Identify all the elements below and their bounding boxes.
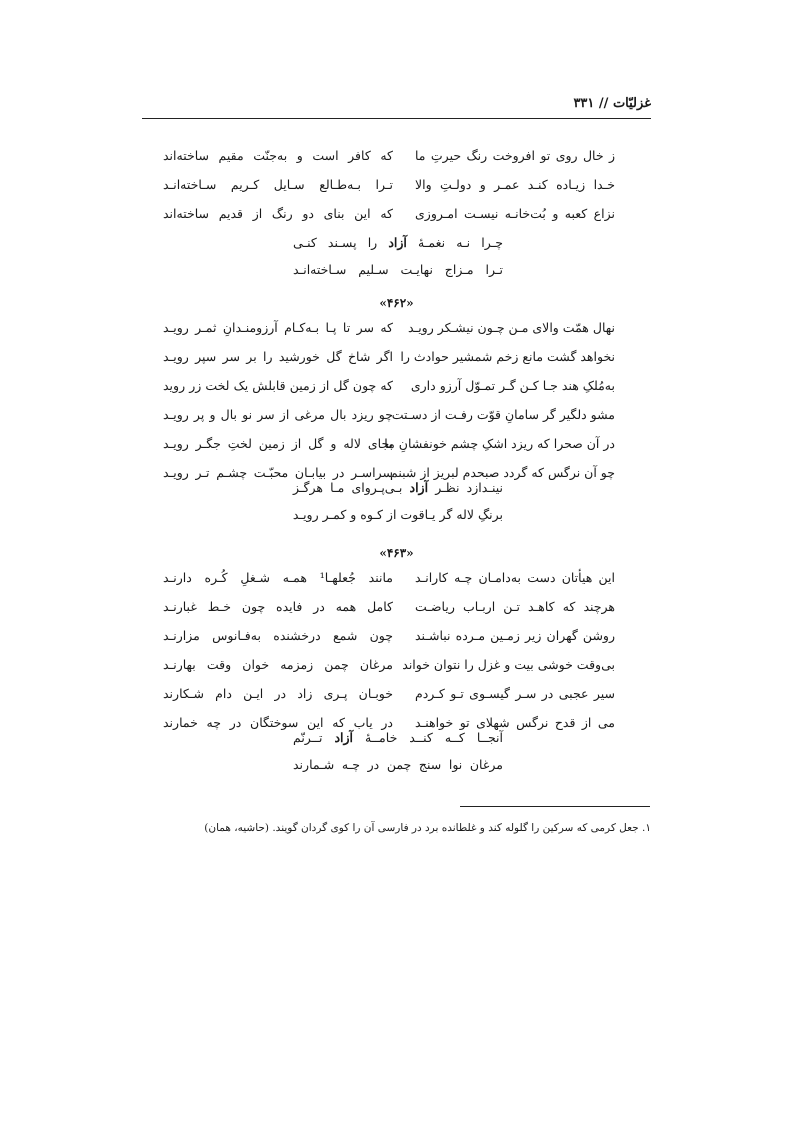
hemistich-second: سراسـر در بیابـان محبّـت چشـم تـر رویـد: [163, 465, 393, 480]
header-title: غزلیّات // ۳۳۱: [573, 96, 651, 111]
hemistich-first: خـدا زیـاده کنـد عمـر و دولـتِ والا: [415, 177, 615, 192]
couplet: [0, 320, 793, 349]
closing-line-1: نینـدازد نظـر آزاد بـی‌پـروای مـا هرگـز: [293, 480, 503, 495]
hemistich-second: چو ریزد بال مرغی از سر نو بال و پر رویـد: [163, 407, 393, 422]
hemistich-first: روشن گهران زیر زمـین مـرده نباشـند: [415, 628, 615, 643]
footnote: ۱. جعل کرمی که سرکین را گلوله کند و غلطانده برد در فارسی آن را کوی گردان گویند. (حاشیه، همان): [204, 822, 651, 834]
hemistich-first: ز خال روی تو افروخت رنگ حیرتِ ما: [415, 148, 615, 163]
hemistich-first: نخواهد گشت مانع زخم شمشیر حوادث را: [400, 349, 615, 364]
hemistich-second: که چون گل از زمین قابلش یک لخت زر روید: [163, 378, 393, 393]
closing-line-2: برنگِ لاله گر یـاقوت از کـوه و کمـر رویـد: [292, 507, 503, 522]
hemistich-first: بی‌وقت خوشی بیت و غزل را نتوان خواند: [402, 657, 615, 672]
hemistich-first: به‌مُلکِ هند جـا کـن گـر تمـوّل آرزو داری: [410, 378, 615, 393]
hemistich-first: سیر عجبی در سـر گیسـوی تـو کـردم: [415, 686, 615, 701]
hemistich-second: که سر تا پـا بـه‌کـام آرزومنـدانِ ثمـر رویـد: [163, 320, 393, 335]
closing-line-1: چـرا نـه نغمـهٔ آزاد را پسـند کنـی: [293, 235, 504, 250]
ghazal-number: «۴۶۲»: [379, 296, 414, 310]
hemistich-first: در آن صحرا که ریزد اشکِ چشم خونفشانِ ما: [384, 436, 615, 451]
hemistich-second: که کافر است و به‌جنّت مقیم ساخته‌اند: [163, 148, 393, 163]
couplet: [0, 686, 793, 715]
hemistich-first: چو آن نرگس که گردد صبحدم لبریز از شبنم: [390, 465, 615, 480]
couplet: [0, 148, 793, 177]
hemistich-first: نهال همّت والای مـن چـون نیشـکر رویـد: [407, 320, 615, 335]
hemistich-second: که این بنای دو رنگ از قدیم ساخته‌اند: [163, 206, 393, 221]
couplet: [0, 407, 793, 436]
hemistich-second: مرغان چمن زمزمه خوان وقت بهارنـد: [163, 657, 393, 672]
ghazal-462: [0, 320, 793, 522]
couplet: [0, 436, 793, 465]
closing-line-1: آنجــا کــه کنــد خامــهٔ آزاد تــرنّم: [293, 730, 503, 745]
closing-line-2: تـرا مـزاج نهایـت سـلیم سـاخته‌انـد: [293, 262, 503, 277]
closing-line-2: مرغان نوا سنج چمن در چـه شـمارند: [293, 757, 503, 772]
hemistich-second: در یاب که این سوختگان در چه خمارند: [163, 715, 393, 730]
couplet: [0, 657, 793, 686]
ghazal-number: «۴۶۳»: [379, 546, 414, 560]
hemistich-second: کامل همه در فایده چون خـط غبارنـد: [163, 599, 393, 614]
hemistich-second: اگر شاخ گل خورشید را بر سر سپر رویـد: [163, 349, 393, 364]
hemistich-first: مشو دلگیر گر سامانِ قوّت رفـت از دسـتت: [391, 407, 615, 422]
hemistich-first: نزاع کعبه و بُت‌خانـه نیسـت امـروزی: [415, 206, 615, 221]
couplet: [0, 628, 793, 657]
footnote-rule: [460, 806, 650, 807]
couplet: [0, 599, 793, 628]
hemistich-second: تـرا بـه‌طـالع سـایل کـریم سـاخته‌انـد: [163, 177, 393, 192]
couplet: [0, 206, 793, 235]
hemistich-second: خوبـان پـری زاد در ایـن دام شـکارند: [163, 686, 393, 701]
couplet: [0, 177, 793, 206]
top-section: [0, 148, 793, 277]
hemistich-first: هرچند که کاهـد تـن اربـاب ریاضـت: [415, 599, 615, 614]
hemistich-first: این هیأتان دست به‌دامـان چـه کارانـد: [415, 570, 615, 585]
ghazal-463: [0, 570, 793, 772]
hemistich-second: چون شمع درخشنده به‌فـانوس مزارنـد: [163, 628, 393, 643]
couplet: [0, 570, 793, 599]
hemistich-second: بجای لاله و گل از زمین لختِ جگـر رویـد: [163, 436, 393, 451]
hemistich-second: مانند جُعلهـا¹ همـه شـغلِ کُـره دارنـد: [163, 570, 394, 585]
running-header: [142, 96, 651, 119]
couplet: [0, 349, 793, 378]
couplet: [0, 378, 793, 407]
hemistich-first: می از قدح نرگس شهلای تو خواهنـد: [415, 715, 615, 730]
